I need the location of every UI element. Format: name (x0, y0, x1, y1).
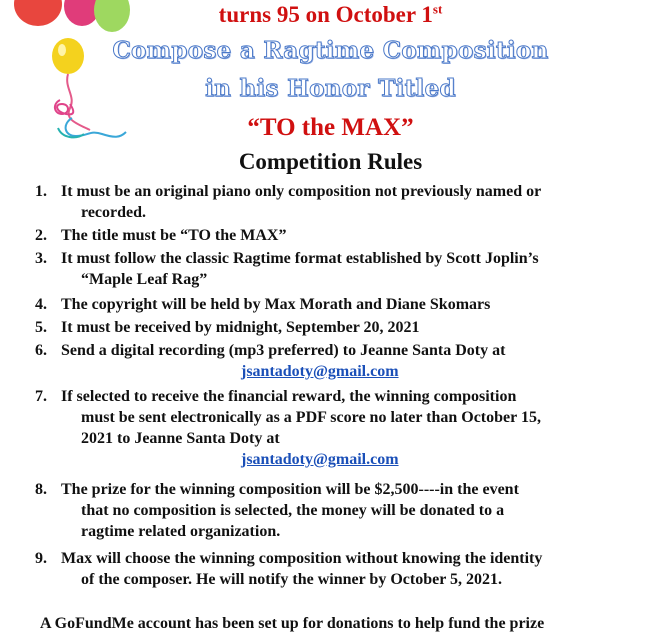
rule-item: 3. It must follow the classic Ragtime format established by Scott Joplin’s “Maple Leaf Rag” (35, 250, 539, 288)
rules-heading: Competition Rules (238, 149, 423, 174)
rule-item: 4. The copyright will be held by Max Morath and Diane Skomars (35, 296, 491, 313)
rule-item: 5. It must be received by midnight, September 20, 2021 (35, 319, 420, 336)
email-link[interactable]: jsantadoty@gmail.com (241, 363, 399, 380)
rule-item: 9. Max will choose the winning composition without knowing the identity of the composer. He will notify the winner by October 5, 2021. (35, 550, 543, 588)
rule-item: 2. The title must be “TO the MAX” (35, 227, 287, 244)
birthday-line: turns 95 on October 1st (218, 1, 443, 27)
headline-line-1: Compose a Ragtime Composition (112, 37, 549, 64)
headline-line-2: in his Honor Titled (205, 75, 456, 102)
rule-item: 8. The prize for the winning composition will be $2,500----in the event that no composition is selected, the money will be donated to a ragtime related organization. (35, 481, 519, 540)
email-link[interactable]: jsantadoty@gmail.com (241, 451, 399, 468)
rule-item: 6. Send a digital recording (mp3 preferred) to Jeanne Santa Doty at jsantadoty@gmail.com (35, 340, 625, 382)
gofundme-note: A GoFundMe account has been set up for donations to help fund the prize (40, 615, 545, 632)
composition-title: “TO the MAX” (247, 114, 414, 141)
rule-item: 1. It must be an original piano only composition not previously named or recorded. (35, 183, 542, 221)
rule-item: 7. If selected to receive the financial reward, the winning composition must be sent electronically as a PDF score no later than October 15, 2021 to Jeanne Santa Doty at jsantadoty@gmail.com (35, 386, 625, 470)
